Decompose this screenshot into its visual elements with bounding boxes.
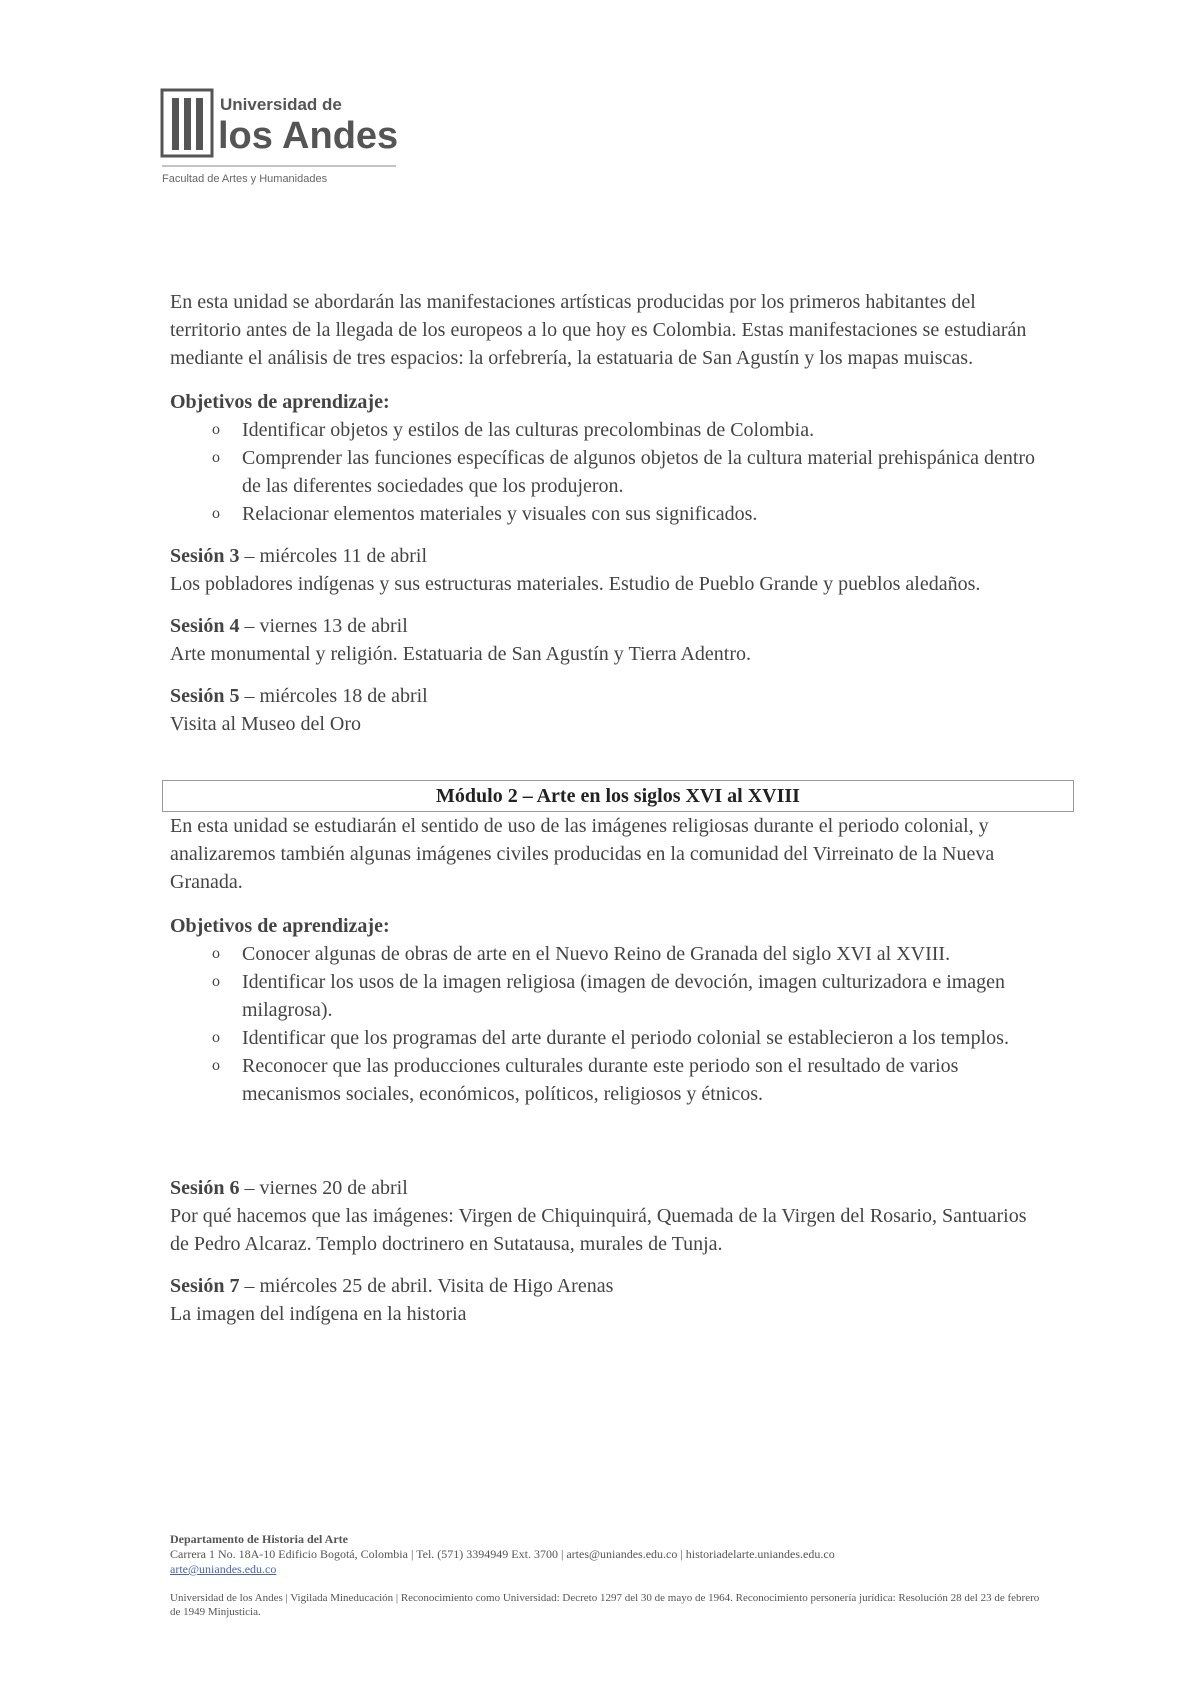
logo-tagline: Facultad de Artes y Humanidades (162, 173, 328, 185)
session-date: – miércoles 25 de abril. Visita de Higo Arenas (244, 1275, 614, 1297)
footer-legal: Universidad de los Andes | Vigilada Mineducación | Reconocimiento como Universidad: Decreto 1297 del 30 de mayo de 1964. Reconocimiento personería jurídica: Resolución 28 del 23 de febrero de 1949 Minjusticia. (170, 1592, 1040, 1618)
objective-item: o Identificar que los programas del arte durante el periodo colonial se establecieron a los templos. (242, 1024, 1050, 1052)
objective-item: o Identificar los usos de la imagen religiosa (imagen de devoción, imagen culturizadora e imagen milagrosa). (242, 968, 1050, 1024)
logo-line2: los Andes (218, 115, 399, 157)
session-block (170, 682, 1050, 738)
module1-objectives-list (170, 416, 1050, 528)
university-logo (160, 88, 400, 188)
session-description: La imagen del indígena en la historia (170, 1303, 467, 1325)
session-label: Sesión 4 (170, 615, 240, 637)
objective-item: o Reconocer que las producciones culturales durante este periodo son el resultado de varios mecanismos sociales, económicos, políticos, religiosos y étnicos. (242, 1052, 1050, 1108)
objective-item: o Comprender las funciones específicas de algunos objetos de la cultura material prehispánica dentro de las diferentes sociedades que los produjeron. (242, 444, 1050, 500)
module2-objectives-list (170, 940, 1050, 1108)
session-description: Por qué hacemos que las imágenes: Virgen de Chiquinquirá, Quemada de la Virgen del Rosario, Santuarios de Pedro Alcaraz. Templo doctrinero en Sutatausa, murales de Tunja. (170, 1205, 1027, 1255)
session-date: – viernes 13 de abril (244, 615, 408, 637)
module2-intro: En esta unidad se estudiarán el sentido de uso de las imágenes religiosas durante el periodo colonial, y analizaremos también algunas imágenes civiles producidas en la comunidad del Virreinato de la Nueva Granada. (170, 815, 995, 893)
session-block (170, 612, 1050, 668)
session-block (170, 542, 1050, 598)
footer-title: Departamento de Historia del Arte (170, 1532, 348, 1546)
module1-intro: En esta unidad se abordarán las manifestaciones artísticas producidas por los primeros habitantes del territorio antes de la llegada de los europeos a lo que hoy es Colombia. Estas manifestaciones se estudiarán mediante el análisis de tres espacios: la orfebrería, la estatuaria de San Agustín y los mapas muiscas. (170, 291, 1027, 369)
session-block (170, 1272, 1050, 1328)
main-content (170, 288, 1050, 1342)
session-date: – viernes 20 de abril (244, 1177, 408, 1199)
module2-objectives-title: Objetivos de aprendizaje: (170, 915, 390, 937)
module1-objectives-title: Objetivos de aprendizaje: (170, 391, 390, 413)
objective-item: o Conocer algunas de obras de arte en el Nuevo Reino de Granada del siglo XVI al XVIII. (242, 940, 1050, 968)
university-logo-mark (160, 88, 400, 188)
session-label: Sesión 7 (170, 1275, 240, 1297)
page-footer (170, 1532, 1050, 1619)
module2-title: Módulo 2 – Arte en los siglos XVI al XVIII (162, 780, 1074, 812)
objective-item: o Identificar objetos y estilos de las culturas precolombinas de Colombia. (242, 416, 1050, 444)
session-description: Los pobladores indígenas y sus estructuras materiales. Estudio de Pueblo Grande y pueblos aledaños. (170, 573, 981, 595)
session-block (170, 1174, 1050, 1258)
objective-item: o Relacionar elementos materiales y visuales con sus significados. (242, 500, 1050, 528)
session-date: – miércoles 11 de abril (244, 545, 427, 567)
footer-address: Carrera 1 No. 18A-10 Edificio Bogotá, Colombia | Tel. (571) 3394949 Ext. 3700 | artes@uniandes.edu.co | historiadelarte.uniandes.edu.co (170, 1547, 835, 1561)
session-description: Arte monumental y religión. Estatuaria de San Agustín y Tierra Adentro. (170, 643, 752, 665)
session-date: – miércoles 18 de abril (244, 685, 428, 707)
session-label: Sesión 3 (170, 545, 240, 567)
session-label: Sesión 5 (170, 685, 240, 707)
footer-email-link[interactable]: arte@uniandes.edu.co (170, 1562, 277, 1576)
session-description: Visita al Museo del Oro (170, 713, 361, 735)
logo-line1: Universidad de (220, 95, 342, 114)
session-label: Sesión 6 (170, 1177, 240, 1199)
